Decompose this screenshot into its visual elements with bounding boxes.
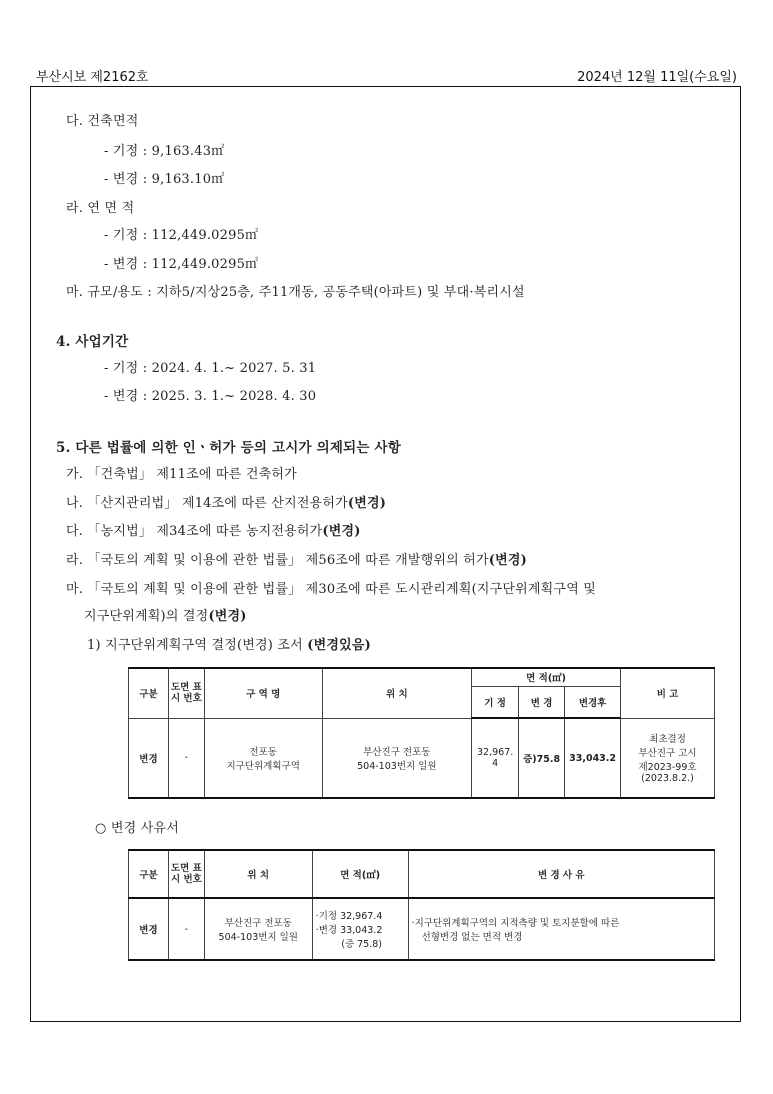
section-project-period: 4. 사업기간 bbox=[56, 334, 129, 350]
row-area-after: 33,043.2 bbox=[565, 718, 621, 798]
gazette-date: 2024년 12월 11일(수요일) bbox=[577, 70, 737, 85]
col-header-location: 위 치 bbox=[322, 668, 472, 718]
col-header-after: 변경후 bbox=[565, 686, 621, 718]
page-header bbox=[36, 66, 737, 86]
t2-col-header-map-number: 도면 표시 번호 bbox=[168, 850, 204, 898]
row-existing-area: 32,967. 4 bbox=[472, 718, 519, 798]
district-plan-table bbox=[128, 667, 715, 799]
floor-area-after: - 변경 : 112,449.0295㎡ bbox=[104, 257, 259, 272]
table-row bbox=[129, 898, 715, 960]
t2-col-header-category: 구분 bbox=[129, 850, 169, 898]
row-district-name: 전포동 지구단위계획구역 bbox=[204, 718, 322, 798]
section-deemed-permits: 5. 다른 법률에 의한 인ㆍ허가 등의 고시가 의제되는 사항 bbox=[56, 440, 401, 456]
subsection-change-reason: ○ 변경 사유서 bbox=[95, 821, 179, 836]
building-area-after: - 변경 : 9,163.10㎡ bbox=[104, 172, 225, 187]
t2-col-header-area: 면 적(㎡) bbox=[312, 850, 408, 898]
period-after: - 변경 : 2025. 3. 1.~ 2028. 4. 30 bbox=[104, 389, 317, 404]
permit-building: 가. 「건축법」 제11조에 따른 건축허가 bbox=[66, 467, 297, 482]
row-remarks: 최초결정 부산진구 고시 제2023-99호 (2023.8.2.) bbox=[621, 718, 715, 798]
permit-farmland: 다. 「농지법」 제34조에 따른 농지전용허가(변경) bbox=[66, 524, 361, 539]
table-row bbox=[129, 718, 715, 798]
row-map-number: - bbox=[168, 718, 204, 798]
floor-area-before: - 기정 : 112,449.0295㎡ bbox=[104, 228, 259, 243]
item-building-area: 다. 건축면적 bbox=[66, 114, 139, 129]
col-header-category: 구분 bbox=[129, 668, 169, 718]
t2-col-header-reason: 변 경 사 유 bbox=[408, 850, 714, 898]
col-header-map-number: 도면 표시 번호 bbox=[168, 668, 204, 718]
col-header-remarks: 비 고 bbox=[621, 668, 715, 718]
col-header-district-name: 구 역 명 bbox=[204, 668, 322, 718]
period-before: - 기정 : 2024. 4. 1.~ 2027. 5. 31 bbox=[104, 361, 317, 376]
building-area-before: - 기정 : 9,163.43㎡ bbox=[104, 144, 225, 159]
change-reason-table bbox=[128, 849, 715, 961]
permit-urban-plan-cont: 지구단위계획)의 결정(변경) bbox=[84, 609, 247, 624]
row-category: 변경 bbox=[129, 718, 169, 798]
t2-row-map-number: - bbox=[168, 898, 204, 960]
t2-row-category: 변경 bbox=[129, 898, 169, 960]
subsection-district-plan: 1) 지구단위계획구역 결정(변경) 조서 (변경있음) bbox=[87, 638, 371, 653]
col-header-area: 면 적(㎡) bbox=[472, 668, 621, 686]
col-header-change: 변 경 bbox=[519, 686, 565, 718]
t2-col-header-location: 위 치 bbox=[204, 850, 312, 898]
permit-development: 라. 「국토의 계획 및 이용에 관한 법률」 제56조에 따른 개발행위의 허가(변경) bbox=[66, 553, 527, 568]
t2-row-area: ·기정 32,967.4 ·변경 33,043.2 (증 75.8) bbox=[312, 898, 408, 960]
t2-row-location: 부산진구 전포동 504-103번지 일원 bbox=[204, 898, 312, 960]
t2-row-reason: ·지구단위계획구역의 지적측량 및 토지분할에 따른 선형변경 없는 면적 변경 bbox=[408, 898, 714, 960]
col-header-existing: 기 정 bbox=[472, 686, 519, 718]
row-location: 부산진구 전포동 504-103번지 일원 bbox=[322, 718, 472, 798]
permit-urban-plan: 마. 「국토의 계획 및 이용에 관한 법률」 제30조에 따른 도시관리계획(지구단위계획구역 및 bbox=[66, 582, 597, 597]
gazette-issue: 부산시보 제2162호 bbox=[36, 70, 149, 85]
row-changed-area: 증)75.8 bbox=[519, 718, 565, 798]
item-total-floor-area: 라. 연 면 적 bbox=[66, 201, 135, 216]
permit-mountain: 나. 「산지관리법」 제14조에 따른 산지전용허가(변경) bbox=[66, 496, 387, 511]
item-scale-use: 마. 규모/용도 : 지하5/지상25층, 주11개동, 공동주택(아파트) 및 부대·복리시설 bbox=[66, 285, 525, 300]
